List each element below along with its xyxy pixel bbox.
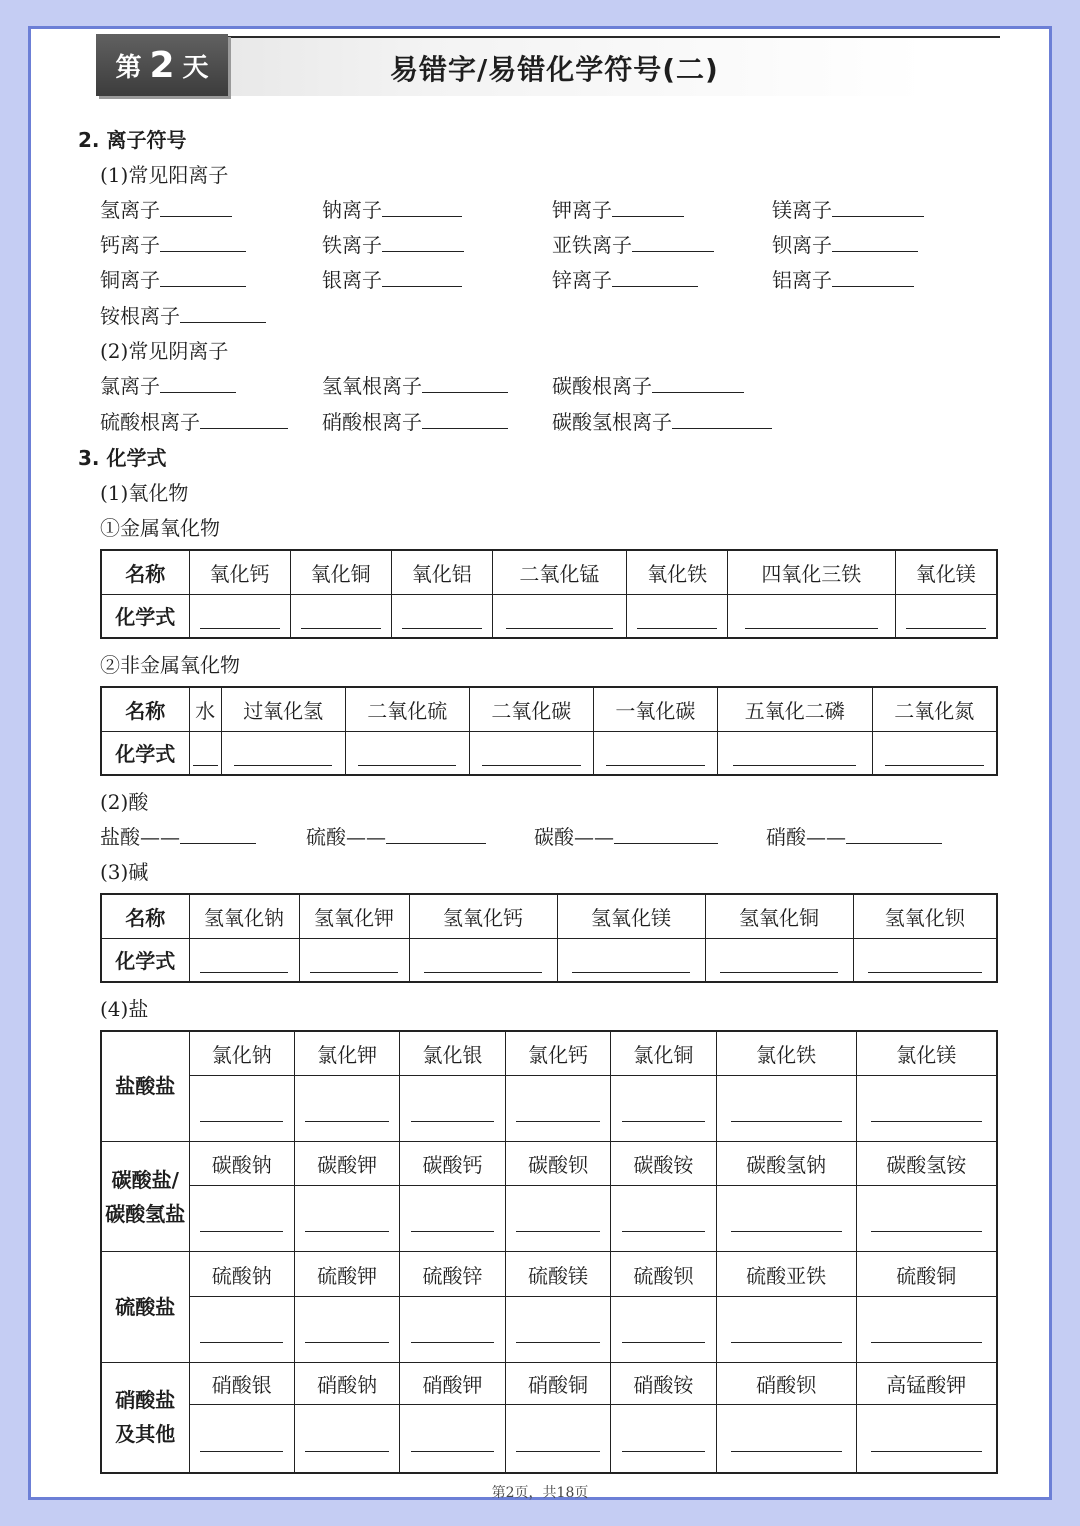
cation-label: 银离子: [322, 268, 382, 292]
formula-cell[interactable]: [400, 1405, 505, 1473]
table-row: [101, 1362, 997, 1404]
compound-name: 硫酸钡: [611, 1252, 716, 1296]
answer-blank[interactable]: [832, 198, 924, 217]
section-heading-ions: 2. 离子符号: [78, 128, 187, 152]
compound-name: 硫酸钠: [189, 1252, 294, 1296]
formula-cell[interactable]: [505, 1296, 610, 1362]
compound-name: 氯化钙: [505, 1031, 610, 1075]
day-badge: [96, 34, 228, 96]
formula-cell[interactable]: [189, 938, 299, 982]
compound-name: 氧化铁: [627, 550, 728, 594]
compound-name: 高锰酸钾: [856, 1362, 997, 1404]
table-row: [101, 1031, 997, 1075]
table-row: [101, 1186, 997, 1252]
anion-item: [100, 374, 236, 398]
formula-cell[interactable]: [505, 1405, 610, 1473]
formula-cell[interactable]: [391, 594, 492, 638]
compound-name: 二氧化氮: [872, 687, 997, 731]
cation-item: [322, 233, 464, 257]
compound-name: 硫酸钾: [294, 1252, 399, 1296]
cation-label: 铁离子: [322, 233, 382, 257]
formula-cell[interactable]: [189, 1405, 294, 1473]
compound-name: 氯化铜: [611, 1031, 716, 1075]
subheading-cations: (1)常见阳离子: [100, 163, 229, 187]
category-label: 碳酸盐/: [111, 1167, 179, 1192]
answer-blank[interactable]: [200, 410, 288, 429]
formula-cell[interactable]: [299, 938, 409, 982]
formula-cell[interactable]: [717, 731, 872, 775]
row-header-name: 名称: [101, 894, 189, 938]
cation-label: 钡离子: [772, 233, 832, 257]
answer-blank[interactable]: [386, 825, 486, 844]
formula-cell[interactable]: [627, 594, 728, 638]
formula-cell[interactable]: [400, 1075, 505, 1141]
anion-label: 氯离子: [100, 374, 160, 398]
day-suffix: 天: [182, 52, 209, 83]
salt-category: [101, 1362, 189, 1473]
formula-cell[interactable]: [611, 1296, 716, 1362]
acid-label: 硝酸——: [766, 825, 846, 849]
cation-item: [100, 198, 232, 222]
cation-item: [552, 268, 698, 292]
compound-name: 碳酸铵: [611, 1141, 716, 1185]
anion-label: 硫酸根离子: [100, 410, 200, 434]
table-row: [101, 687, 997, 731]
compound-name: 氧化铝: [391, 550, 492, 594]
acid-item: [766, 825, 942, 849]
row-header-name: 名称: [101, 550, 189, 594]
answer-blank[interactable]: [614, 825, 718, 844]
compound-name: 硝酸钠: [294, 1362, 399, 1404]
compound-name: 硝酸银: [189, 1362, 294, 1404]
nonmetal-oxides-table: [100, 686, 998, 776]
compound-name: 硝酸铵: [611, 1362, 716, 1404]
formula-cell[interactable]: [409, 938, 557, 982]
cation-label: 钾离子: [552, 198, 612, 222]
compound-name: 二氧化锰: [492, 550, 626, 594]
formula-cell[interactable]: [872, 731, 997, 775]
answer-blank[interactable]: [160, 374, 236, 393]
answer-blank[interactable]: [160, 198, 232, 217]
acid-label: 碳酸——: [534, 825, 614, 849]
table-row: [101, 1405, 997, 1473]
formula-cell[interactable]: [294, 1296, 399, 1362]
compound-name: 碳酸氢钠: [716, 1141, 856, 1185]
cation-item: [100, 233, 246, 257]
anion-label: 碳酸氢根离子: [552, 410, 672, 434]
answer-blank[interactable]: [632, 233, 714, 252]
acid-item: [100, 825, 256, 849]
row-header-formula: 化学式: [101, 594, 189, 638]
subheading-anions: (2)常见阴离子: [100, 339, 229, 363]
compound-name: 硫酸锌: [400, 1252, 505, 1296]
answer-blank[interactable]: [160, 268, 246, 287]
formula-cell[interactable]: [189, 731, 221, 775]
category-label: 盐酸盐: [115, 1074, 176, 1099]
table-row: [101, 938, 997, 982]
subheading-bases: (3)碱: [100, 860, 149, 884]
metal-oxides-table: [100, 549, 998, 639]
compound-name: 水: [189, 687, 221, 731]
compound-name: 氯化镁: [856, 1031, 997, 1075]
cation-label: 钙离子: [100, 233, 160, 257]
acid-label: 硫酸——: [306, 825, 386, 849]
day-prefix: 第: [115, 52, 142, 83]
formula-cell[interactable]: [856, 1075, 997, 1141]
answer-blank[interactable]: [422, 410, 508, 429]
bases-table: [100, 893, 998, 983]
formula-cell[interactable]: [593, 731, 717, 775]
compound-name: 过氧化氢: [221, 687, 345, 731]
cation-label: 铝离子: [772, 268, 832, 292]
acid-item: [534, 825, 718, 849]
table-row: [101, 731, 997, 775]
compound-name: 二氧化碳: [469, 687, 593, 731]
cation-item: [772, 198, 924, 222]
table-row: [101, 550, 997, 594]
section-heading-formulas: 3. 化学式: [78, 446, 167, 470]
cation-label: 铵根离子: [100, 304, 180, 328]
cation-label: 镁离子: [772, 198, 832, 222]
salt-category: [101, 1031, 189, 1141]
anion-item: [552, 374, 744, 398]
subheading-oxides: (1)氧化物: [100, 481, 189, 505]
compound-name: 氢氧化镁: [557, 894, 705, 938]
formula-cell[interactable]: [400, 1296, 505, 1362]
subheading-acids: (2)酸: [100, 790, 149, 814]
formula-cell[interactable]: [557, 938, 705, 982]
compound-name: 碳酸氢铵: [856, 1141, 997, 1185]
category-label: 及其他: [115, 1422, 176, 1447]
formula-cell[interactable]: [716, 1075, 856, 1141]
answer-blank[interactable]: [832, 268, 914, 287]
answer-blank[interactable]: [382, 233, 464, 252]
formula-cell[interactable]: [492, 594, 626, 638]
acid-label: 盐酸——: [100, 825, 180, 849]
page-title: 易错字/易错化学符号(二): [390, 53, 719, 86]
acid-item: [306, 825, 486, 849]
cation-label: 亚铁离子: [552, 233, 632, 257]
compound-name: 氢氧化钡: [853, 894, 997, 938]
formula-cell[interactable]: [505, 1186, 610, 1252]
cation-label: 锌离子: [552, 268, 612, 292]
table-row: [101, 1296, 997, 1362]
compound-name: 碳酸钾: [294, 1141, 399, 1185]
salt-category: [101, 1141, 189, 1251]
cation-label: 钠离子: [322, 198, 382, 222]
table-row: [101, 1141, 997, 1185]
compound-name: 碳酸钠: [189, 1141, 294, 1185]
formula-cell[interactable]: [856, 1405, 997, 1473]
anion-item: [552, 410, 772, 434]
formula-cell[interactable]: [505, 1075, 610, 1141]
answer-blank[interactable]: [612, 198, 684, 217]
cation-item: [100, 304, 266, 328]
answer-blank[interactable]: [612, 268, 698, 287]
answer-blank[interactable]: [832, 233, 918, 252]
formula-cell[interactable]: [221, 731, 345, 775]
compound-name: 氢氧化钙: [409, 894, 557, 938]
table-row: [101, 1075, 997, 1141]
compound-name: 氯化钾: [294, 1031, 399, 1075]
cation-item: [772, 233, 918, 257]
answer-blank[interactable]: [422, 374, 508, 393]
compound-name: 碳酸钡: [505, 1141, 610, 1185]
formula-cell[interactable]: [895, 594, 997, 638]
cation-item: [552, 198, 684, 222]
formula-cell[interactable]: [716, 1186, 856, 1252]
formula-cell[interactable]: [853, 938, 997, 982]
compound-name: 氯化铁: [716, 1031, 856, 1075]
compound-name: 氯化钠: [189, 1031, 294, 1075]
anion-label: 碳酸根离子: [552, 374, 652, 398]
formula-cell[interactable]: [345, 731, 469, 775]
answer-blank[interactable]: [382, 198, 462, 217]
formula-cell[interactable]: [290, 594, 391, 638]
page-footer: 第2页，共18页: [491, 1485, 589, 1501]
answer-blank[interactable]: [382, 268, 462, 287]
formula-cell[interactable]: [716, 1296, 856, 1362]
compound-name: 碳酸钙: [400, 1141, 505, 1185]
compound-name: 二氧化硫: [345, 687, 469, 731]
compound-name: 氢氧化钠: [189, 894, 299, 938]
compound-name: 四氧化三铁: [728, 550, 895, 594]
compound-name: 硫酸亚铁: [716, 1252, 856, 1296]
formula-cell[interactable]: [856, 1296, 997, 1362]
cation-label: 铜离子: [100, 268, 160, 292]
category-label: 硝酸盐: [115, 1388, 176, 1413]
compound-name: 氧化钙: [189, 550, 290, 594]
answer-blank[interactable]: [180, 825, 256, 844]
category-label: 碳酸氢盐: [105, 1201, 186, 1226]
subheading-nonmetal-oxides: ②非金属氧化物: [100, 653, 240, 677]
compound-name: 氯化银: [400, 1031, 505, 1075]
table-row: [101, 894, 997, 938]
formula-cell[interactable]: [189, 1186, 294, 1252]
anion-label: 氢氧根离子: [322, 374, 422, 398]
compound-name: 硫酸铜: [856, 1252, 997, 1296]
formula-cell[interactable]: [469, 731, 593, 775]
formula-cell[interactable]: [189, 1296, 294, 1362]
cation-item: [322, 268, 462, 292]
answer-blank[interactable]: [672, 410, 772, 429]
formula-cell[interactable]: [611, 1075, 716, 1141]
category-label: 硫酸盐: [115, 1295, 176, 1320]
compound-name: 氧化铜: [290, 550, 391, 594]
compound-name: 氢氧化钾: [299, 894, 409, 938]
formula-cell[interactable]: [294, 1186, 399, 1252]
compound-name: 氢氧化铜: [705, 894, 853, 938]
salts-table: [100, 1030, 998, 1474]
anion-label: 硝酸根离子: [322, 410, 422, 434]
compound-name: 硝酸钾: [400, 1362, 505, 1404]
compound-name: 硫酸镁: [505, 1252, 610, 1296]
formula-cell[interactable]: [400, 1186, 505, 1252]
formula-cell[interactable]: [856, 1186, 997, 1252]
cation-item: [322, 198, 462, 222]
formula-cell[interactable]: [716, 1405, 856, 1473]
cation-item: [100, 268, 246, 292]
row-header-formula: 化学式: [101, 731, 189, 775]
cation-label: 氢离子: [100, 198, 160, 222]
salt-category: [101, 1252, 189, 1362]
subheading-salts: (4)盐: [100, 997, 149, 1021]
subheading-metal-oxides: ①金属氧化物: [100, 516, 220, 540]
day-number: 2: [149, 44, 175, 86]
formula-cell[interactable]: [728, 594, 895, 638]
compound-name: 氧化镁: [895, 550, 997, 594]
row-header-name: 名称: [101, 687, 189, 731]
formula-cell[interactable]: [294, 1405, 399, 1473]
compound-name: 硝酸钡: [716, 1362, 856, 1404]
formula-cell[interactable]: [705, 938, 853, 982]
formula-cell[interactable]: [294, 1075, 399, 1141]
table-row: [101, 594, 997, 638]
anion-item: [322, 410, 508, 434]
cation-item: [772, 268, 914, 292]
anion-item: [100, 410, 288, 434]
formula-cell[interactable]: [611, 1186, 716, 1252]
formula-cell[interactable]: [611, 1405, 716, 1473]
answer-blank[interactable]: [652, 374, 744, 393]
cation-item: [552, 233, 714, 257]
compound-name: 硝酸铜: [505, 1362, 610, 1404]
answer-blank[interactable]: [160, 233, 246, 252]
compound-name: 五氧化二磷: [717, 687, 872, 731]
anion-item: [322, 374, 508, 398]
table-row: [101, 1252, 997, 1296]
compound-name: 一氧化碳: [593, 687, 717, 731]
formula-cell[interactable]: [189, 594, 290, 638]
row-header-formula: 化学式: [101, 938, 189, 982]
answer-blank[interactable]: [846, 825, 942, 844]
answer-blank[interactable]: [180, 304, 266, 323]
formula-cell[interactable]: [189, 1075, 294, 1141]
